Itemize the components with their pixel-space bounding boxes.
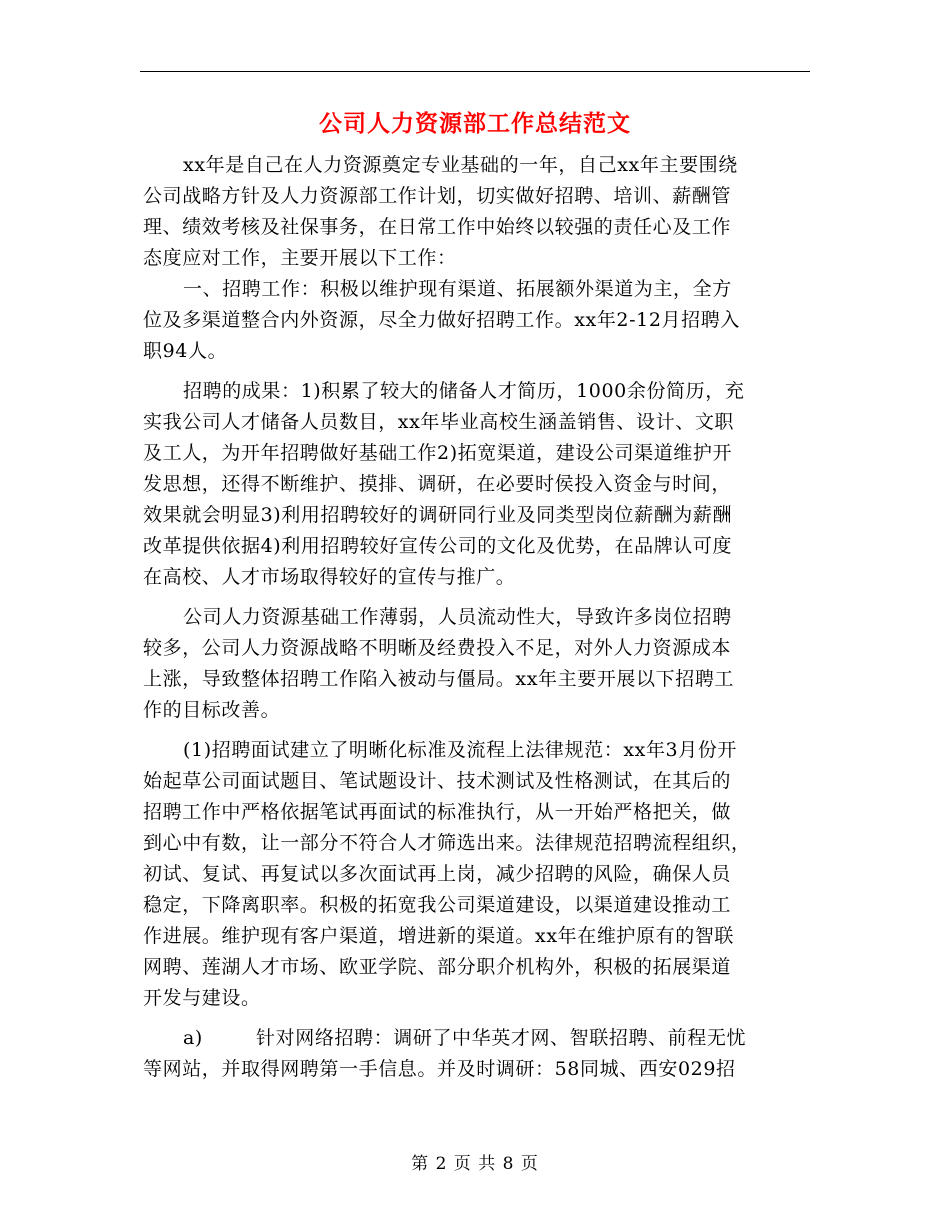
paragraph-5-line-8: 网聘、莲湖人才市场、欧亚学院、部分职介机构外，积极的拓展渠道 [143,956,732,978]
paragraph-1-line-1: xx年是自己在人力资源奠定专业基础的一年，自己xx年主要围绕 [183,154,738,176]
paragraph-5-line-5: 初试、复试、再复试以多次面试再上岗，减少招聘的风险，确保人员 [143,863,732,885]
page-number-footer: 第 2 页 共 8 页 [411,1154,539,1174]
paragraph-5-line-7: 作进展。维护现有客户渠道，增进新的渠道。xx年在维护原有的智联 [143,925,735,947]
paragraph-3-line-3: 及工人，为开年招聘做好基础工作2)拓宽渠道，建设公司渠道维护开 [143,442,733,464]
paragraph-3-line-1: 招聘的成果：1)积累了较大的储备人才简历，1000余份简历，充 [183,380,745,402]
paragraph-5-line-1: (1)招聘面试建立了明晰化标准及流程上法律规范：xx年3月份开 [183,739,738,761]
paragraph-2-line-3: 职94人。 [143,340,228,362]
paragraph-2-line-1: 一、招聘工作：积极以维护现有渠道、拓展额外渠道为主，全方 [183,278,732,300]
paragraph-5-line-2: 始起草公司面试题目、笔试题设计、技术测试及性格测试，在其后的 [143,770,732,792]
document-title: 公司人力资源部工作总结范文 [319,110,631,137]
paragraph-4-line-3: 上涨，导致整体招聘工作陷入被动与僵局。xx年主要开展以下招聘工 [143,668,735,690]
paragraph-1-line-3: 理、绩效考核及社保事务，在日常工作中始终以较强的责任心及工作 [143,216,732,238]
paragraph-3-line-6: 改革提供依据4)利用招聘较好宣传公司的文化及优势，在品牌认可度 [143,535,733,557]
paragraph-3-line-2: 实我公司人才储备人员数目，xx年毕业高校生涵盖销售、设计、文职 [143,411,735,433]
paragraph-4-line-1: 公司人力资源基础工作薄弱，人员流动性大，导致许多岗位招聘 [183,606,732,628]
paragraph-6-line-2: 等网站，并取得网聘第一手信息。并及时调研：58同城、西安029招 [143,1058,736,1080]
paragraph-4-line-4: 作的目标改善。 [143,699,281,721]
paragraph-3-line-7: 在高校、人才市场取得较好的宣传与推广。 [143,566,516,588]
paragraph-1-line-2: 公司战略方针及人力资源部工作计划，切实做好招聘、培训、薪酬管 [143,185,732,207]
paragraph-4-line-2: 较多，公司人力资源战略不明晰及经费投入不足，对外人力资源成本 [143,637,732,659]
paragraph-3-line-5: 效果就会明显3)利用招聘较好的调研同行业及同类型岗位薪酬为薪酬 [143,504,733,526]
paragraph-5-line-4: 到心中有数，让一部分不符合人才筛选出来。法律规范招聘流程组织， [143,832,751,854]
paragraph-1-line-4: 态度应对工作，主要开展以下工作： [143,247,457,269]
paragraph-5-line-6: 稳定，下降离职率。积极的拓宽我公司渠道建设，以渠道建设推动工 [143,894,732,916]
paragraph-3-line-4: 发思想，还得不断维护、摸排、调研，在必要时侯投入资金与时间， [143,473,732,495]
header-rule [140,71,810,72]
paragraph-5-line-3: 招聘工作中严格依据笔试再面试的标准执行，从一开始严格把关，做 [143,801,732,823]
paragraph-2-line-2: 位及多渠道整合内外资源，尽全力做好招聘工作。xx年2-12月招聘入 [143,309,740,331]
paragraph-6-line-1: a) 针对网络招聘：调研了中华英才网、智联招聘、前程无忧 [183,1027,747,1049]
document-body [143,150,808,1085]
paragraph-5-line-9: 开发与建设。 [143,987,261,1009]
